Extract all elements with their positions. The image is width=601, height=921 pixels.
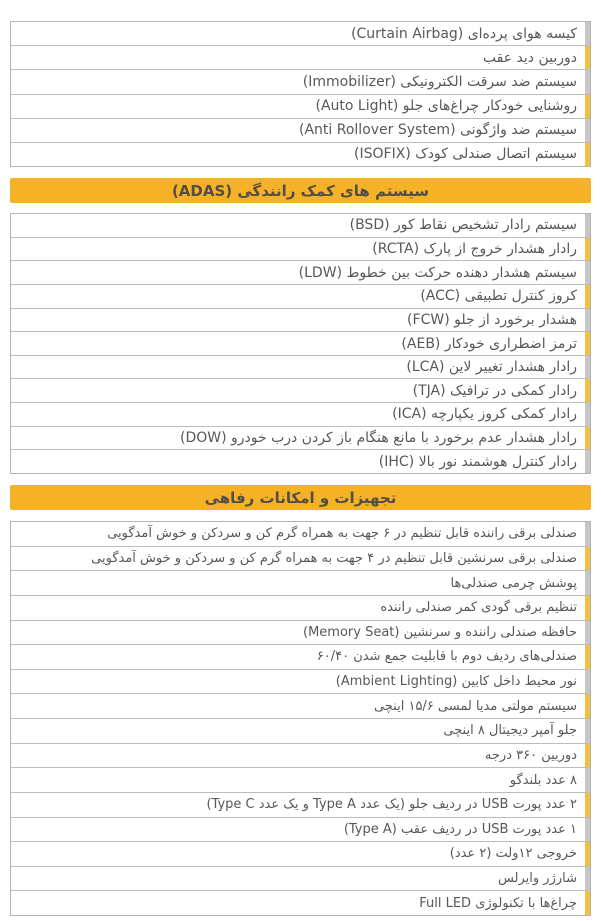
row-marker (585, 596, 590, 620)
row-marker (585, 450, 590, 473)
feature-label: سیستم اتصال صندلی کودک (ISOFIX) (354, 146, 577, 163)
feature-label: سیستم رادار تشخیص نقاط کور (BSD) (349, 217, 577, 234)
feature-row (11, 792, 590, 817)
feature-label: ۸ عدد بلندگو (509, 772, 577, 788)
feature-label: دوربین ۳۶۰ درجه (484, 747, 577, 763)
feature-label: روشنایی خودکار چراغ‌های جلو (Auto Light) (315, 98, 577, 115)
row-marker (585, 621, 590, 645)
feature-label: سیستم ضد سرقت الکترونیکی (Immobilizer) (302, 73, 577, 90)
row-marker (585, 70, 590, 93)
feature-row (11, 841, 590, 866)
section-header-label: تجهیزات و امکانات رفاهی (204, 488, 397, 507)
adas-feature-table (10, 213, 591, 474)
feature-row (11, 570, 590, 595)
row-marker (585, 309, 590, 332)
feature-row (11, 718, 590, 743)
feature-label: رادار هشدار خروج از پارک (RCTA) (372, 240, 577, 257)
feature-label: خروجی ۱۲ولت (۲ عدد) (449, 846, 577, 862)
feature-label: نور محیط داخل کابین (Ambient Lighting) (335, 674, 577, 690)
row-marker (585, 379, 590, 402)
feature-row (11, 237, 590, 261)
row-marker (585, 842, 590, 866)
spec-sheet (10, 21, 591, 916)
feature-label: صندلی‌های ردیف دوم با قابلیت جمع شدن ۶۰/۴۰ (316, 649, 577, 665)
section-header-comfort (10, 485, 591, 510)
row-marker (585, 238, 590, 261)
row-marker (585, 332, 590, 355)
feature-label: ۱ عدد پورت USB در ردیف عقب (Type A) (343, 821, 577, 837)
feature-label: رادار کمکی در ترافیک (TJA) (412, 382, 577, 399)
feature-label: رادار کنترل هوشمند نور بالا (IHC) (378, 453, 577, 470)
row-marker (585, 214, 590, 237)
row-marker (585, 119, 590, 142)
row-marker (585, 670, 590, 694)
feature-row (11, 669, 590, 694)
feature-row (11, 817, 590, 842)
feature-label: کیسه هوای پرده‌ای (Curtain Airbag) (351, 25, 577, 42)
comfort-feature-table (10, 521, 591, 916)
feature-row (11, 693, 590, 718)
section-header-label: سیستم های کمک رانندگی (ADAS) (171, 181, 430, 200)
feature-row (11, 45, 590, 69)
row-marker (585, 891, 590, 915)
feature-row (11, 743, 590, 768)
feature-row (11, 94, 590, 118)
section-header-adas (10, 178, 591, 203)
feature-row (11, 284, 590, 308)
feature-row (11, 118, 590, 142)
feature-row (11, 355, 590, 379)
row-marker (585, 768, 590, 792)
feature-row (11, 260, 590, 284)
row-marker (585, 356, 590, 379)
feature-row (11, 522, 590, 546)
feature-row (11, 644, 590, 669)
feature-row (11, 378, 590, 402)
row-marker (585, 46, 590, 69)
feature-row (11, 866, 590, 891)
feature-row (11, 214, 590, 237)
feature-label: هشدار برخورد از جلو (FCW) (407, 311, 577, 328)
feature-row (11, 620, 590, 645)
feature-row (11, 402, 590, 426)
feature-label: رادار هشدار تغییر لاین (LCA) (406, 359, 577, 376)
feature-label: رادار کمکی کروز یکپارچه (ICA) (392, 406, 577, 423)
row-marker (585, 719, 590, 743)
row-marker (585, 403, 590, 426)
feature-label: صندلی برقی راننده قابل تنظیم در ۶ جهت به همراه گرم کن و سردکن و خوش آمدگویی (107, 526, 577, 542)
feature-label: سیستم هشدار دهنده حرکت بین خطوط (LDW) (298, 264, 577, 281)
safety-feature-table (10, 21, 591, 167)
feature-row (11, 449, 590, 473)
row-marker (585, 143, 590, 166)
feature-row (11, 595, 590, 620)
feature-row (11, 890, 590, 915)
feature-label: صندلی برقی سرنشین قابل تنظیم در ۴ جهت به همراه گرم کن و سردکن و خوش آمدگویی (91, 550, 577, 566)
row-marker (585, 818, 590, 842)
feature-label: جلو آمپر دیجیتال ۸ اینچی (443, 723, 577, 739)
row-marker (585, 867, 590, 891)
row-marker (585, 427, 590, 450)
feature-label: ترمز اضطراری خودکار (AEB) (401, 335, 577, 352)
row-marker (585, 645, 590, 669)
feature-row (11, 426, 590, 450)
row-marker (585, 261, 590, 284)
feature-label: دوربین دید عقب (482, 49, 577, 66)
row-marker (585, 522, 590, 546)
feature-label: سیستم ضد واژگونی (Anti Rollover System) (299, 122, 577, 139)
feature-label: ۲ عدد پورت USB در ردیف جلو (یک عدد Type A و یک عدد Type C) (206, 797, 577, 813)
feature-label: تنظیم برقی گودی کمر صندلی راننده (380, 600, 577, 616)
feature-row (11, 22, 590, 45)
feature-label: سیستم مولتی مدیا لمسی ۱۵/۶ اینچی (373, 698, 577, 714)
row-marker (585, 571, 590, 595)
feature-label: شارژر وایرلس (497, 871, 577, 887)
row-marker (585, 694, 590, 718)
row-marker (585, 95, 590, 118)
feature-label: حافظه صندلی راننده و سرنشین (Memory Seat) (302, 624, 577, 640)
row-marker (585, 744, 590, 768)
row-marker (585, 22, 590, 45)
row-marker (585, 285, 590, 308)
feature-label: پوشش چرمی صندلی‌ها (450, 575, 577, 591)
feature-row (11, 331, 590, 355)
feature-row (11, 142, 590, 166)
feature-row (11, 546, 590, 571)
feature-row (11, 308, 590, 332)
feature-label: رادار هشدار عدم برخورد با مانع هنگام باز کردن درب خودرو (DOW) (179, 430, 577, 447)
feature-label: چراغ‌ها با تکنولوژی Full LED (419, 895, 577, 911)
feature-label: کروز کنترل تطبیقی (ACC) (420, 288, 577, 305)
feature-row (11, 767, 590, 792)
row-marker (585, 547, 590, 571)
feature-row (11, 69, 590, 93)
row-marker (585, 793, 590, 817)
